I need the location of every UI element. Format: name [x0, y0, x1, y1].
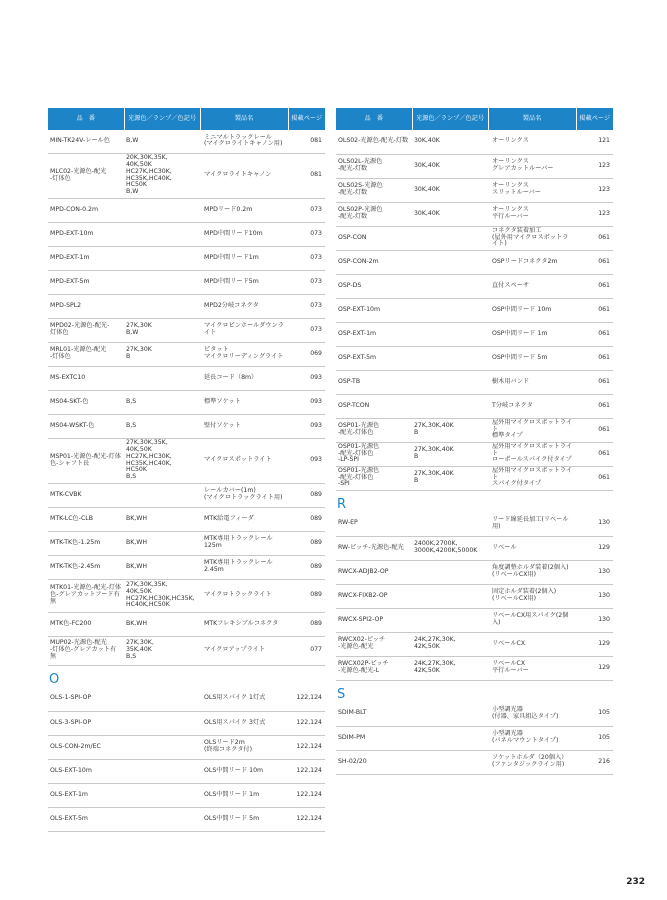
header-color-lamp: 光源色／ランプ／色記号	[124, 108, 200, 130]
part-number: MIN-TK24V-レール色	[48, 130, 124, 153]
part-number: MLC02-光源色-配光 -灯体色	[48, 153, 124, 198]
page-ref: 073	[288, 198, 325, 222]
page-ref: 130	[576, 560, 613, 584]
product-name: MTK専用トラックレール 125m	[200, 531, 288, 555]
page-ref: 073	[288, 246, 325, 270]
page-ref: 061	[576, 250, 613, 274]
color-lamp: B,S	[124, 414, 200, 438]
part-number: RWCX02P-ピッチ -光源色-配光-L	[336, 656, 412, 680]
part-number: RW-EP	[336, 512, 412, 536]
color-lamp: 27K,30K,35K, 40K,50K HC27K,HC30K, HC35K,HC40K, HC50K B,S	[124, 438, 200, 483]
part-number: SDIM-BLT	[336, 702, 412, 726]
header-part-number: 品 番	[336, 108, 412, 130]
part-number: OLS02S-光源色 -配光-灯数	[336, 178, 412, 202]
part-number: OLS02L-光源色 -配光-灯数	[336, 154, 412, 178]
table-row	[48, 483, 325, 507]
color-lamp	[412, 226, 488, 250]
color-lamp	[412, 250, 488, 274]
part-number: SH-02/20	[336, 750, 412, 774]
color-lamp	[412, 298, 488, 322]
color-lamp: B,S	[124, 390, 200, 414]
page-ref: 073	[288, 222, 325, 246]
page-ref: 130	[576, 584, 613, 608]
part-number: OSP-DS	[336, 274, 412, 298]
page-ref: 216	[576, 750, 613, 774]
color-lamp	[124, 711, 200, 735]
part-number: OLS-EXT-1m	[48, 783, 124, 807]
color-lamp: 30K,40K	[412, 178, 488, 202]
product-name: OLS中間リード 10m	[200, 759, 288, 783]
product-name: レールカバー(1m) (マイクロトラックライト用)	[200, 483, 288, 507]
color-lamp: BK,WH	[124, 531, 200, 555]
part-number: OSP-CON	[336, 226, 412, 250]
page-ref: 061	[576, 466, 613, 490]
part-number: MS04-WSKT-色	[48, 414, 124, 438]
color-lamp: BK,WH	[124, 555, 200, 579]
table-row	[48, 687, 325, 711]
product-name: MPD中間リード5m	[200, 270, 288, 294]
product-name: 角度調整ホルダ装着(2個入) (リベールCX用)	[488, 560, 576, 584]
color-lamp	[124, 483, 200, 507]
color-lamp	[124, 735, 200, 759]
part-number: MTK色-FC200	[48, 612, 124, 636]
page-ref: 081	[288, 130, 325, 153]
section-letter: R	[337, 496, 347, 512]
color-lamp	[124, 270, 200, 294]
part-number: MTK-CVBK	[48, 483, 124, 507]
color-lamp	[124, 783, 200, 807]
part-number: MPD-CON-0.2m	[48, 198, 124, 222]
page-ref: 130	[576, 608, 613, 632]
product-name: リベール	[488, 536, 576, 560]
product-name: OSPリードコネクタ2m	[488, 250, 576, 274]
product-name: MPD2分岐コネクタ	[200, 294, 288, 318]
product-name: ソケットホルダ（20個入） (ファンタジックライン用)	[488, 750, 576, 774]
part-number: MRL01-光源色-配光 -灯体色	[48, 342, 124, 366]
product-name: マイクロトラックライト	[200, 579, 288, 612]
color-lamp	[124, 807, 200, 831]
product-name: マイクロアップライト	[200, 636, 288, 665]
table-row	[48, 130, 325, 153]
product-name: ピタット マイクロリーディングライト	[200, 342, 288, 366]
product-name: マイクロスポットライト	[200, 438, 288, 483]
table-row	[48, 342, 325, 366]
part-number: MPD-EXT-1m	[48, 246, 124, 270]
product-name: MPDリード0.2m	[200, 198, 288, 222]
table-row	[336, 322, 613, 346]
color-lamp	[124, 198, 200, 222]
part-number: RWCX-ADJB2-OP	[336, 560, 412, 584]
product-name: 樹木用バンド	[488, 370, 576, 394]
part-number: RW-ピッチ-光源色-配光	[336, 536, 412, 560]
part-number: MTK-TK色-2.45m	[48, 555, 124, 579]
color-lamp	[124, 294, 200, 318]
product-name: リベールCX用スパイク(2個入)	[488, 608, 576, 632]
product-name: リード線延長加工(リベール用)	[488, 512, 576, 536]
table-row	[336, 632, 613, 656]
page-ref: 129	[576, 656, 613, 680]
part-number: OLS02P-光源色 -配光-灯数	[336, 202, 412, 226]
page-ref: 061	[576, 298, 613, 322]
product-name: 壁付ソケット	[200, 414, 288, 438]
header-part-number: 品 番	[48, 108, 124, 130]
color-lamp	[124, 246, 200, 270]
table-row	[48, 390, 325, 414]
product-name: 延長コード（8m）	[200, 366, 288, 390]
product-name: OLS用スパイク 1灯式	[200, 687, 288, 711]
page-ref: 122,124	[288, 807, 325, 831]
part-number: OSP-CON-2m	[336, 250, 412, 274]
part-number: MS04-SKT-色	[48, 390, 124, 414]
product-name: 標準ソケット	[200, 390, 288, 414]
page-ref: 093	[288, 414, 325, 438]
part-number: OSP01-光源色 -配光-灯体色 -SPI	[336, 466, 412, 490]
part-number: OLS-CON-2m/EC	[48, 735, 124, 759]
part-number: OSP-EXT-10m	[336, 298, 412, 322]
table-row	[48, 222, 325, 246]
table-row	[336, 702, 613, 726]
page-ref: 093	[288, 366, 325, 390]
page-ref: 121	[576, 130, 613, 154]
header-page: 掲載ページ	[288, 108, 325, 130]
part-number: OSP-TB	[336, 370, 412, 394]
page-ref: 089	[288, 531, 325, 555]
product-name: OLS中間リード 5m	[200, 807, 288, 831]
part-number: OSP01-光源色 -配光-灯体色 -LP-SPI	[336, 442, 412, 466]
page-ref: 093	[288, 390, 325, 414]
table-row	[336, 418, 613, 442]
product-name: OLS中間リード 1m	[200, 783, 288, 807]
table-row	[336, 370, 613, 394]
product-name: OLS用スパイク 3灯式	[200, 711, 288, 735]
part-number: MPD02-光源色-配光- 灯体色	[48, 318, 124, 342]
page-ref: 089	[288, 579, 325, 612]
part-number: OLS-3-SPI-OP	[48, 711, 124, 735]
table-row	[336, 466, 613, 490]
color-lamp	[412, 346, 488, 370]
color-lamp	[412, 370, 488, 394]
color-lamp: 27K,30K,40K B	[412, 442, 488, 466]
page-ref: 073	[288, 270, 325, 294]
product-name: T分岐コネクタ	[488, 394, 576, 418]
page-ref: 105	[576, 702, 613, 726]
page-ref: 122,124	[288, 735, 325, 759]
product-name: リベールCX	[488, 632, 576, 656]
header-page: 掲載ページ	[576, 108, 613, 130]
product-name: 固定ホルダ装着(2個入) (リベールCX用)	[488, 584, 576, 608]
table-row	[48, 735, 325, 759]
part-number: MSP01-光源色-配光-灯体 色-シャフト長	[48, 438, 124, 483]
product-name: 小型調光器 (パネルマウントタイプ)	[488, 726, 576, 750]
table-row	[48, 612, 325, 636]
table-row	[48, 198, 325, 222]
part-number: OLS-EXT-5m	[48, 807, 124, 831]
page-ref: 061	[576, 274, 613, 298]
product-name: MTK給電フィーダ	[200, 507, 288, 531]
page-ref: 122,124	[288, 783, 325, 807]
table-row	[336, 608, 613, 632]
color-lamp	[412, 394, 488, 418]
section-letter: S	[337, 686, 346, 702]
page-ref: 073	[288, 318, 325, 342]
part-number: OSP-EXT-5m	[336, 346, 412, 370]
part-number: MPD-EXT-10m	[48, 222, 124, 246]
page-ref: 129	[576, 632, 613, 656]
color-lamp: 30K,40K	[412, 202, 488, 226]
color-lamp	[412, 726, 488, 750]
page-number: 232	[626, 877, 645, 887]
page-ref: 061	[576, 346, 613, 370]
section-letter: O	[49, 671, 60, 687]
table-row	[336, 178, 613, 202]
page-ref: 089	[288, 507, 325, 531]
color-lamp: 20K,30K,35K, 40K,50K HC27K,HC30K, HC35K,HC40K, HC50K B,W	[124, 153, 200, 198]
section-letter-row	[336, 490, 613, 512]
part-number: MPD-EXT-5m	[48, 270, 124, 294]
header-product-name: 製品名	[200, 108, 288, 130]
color-lamp: 30K,40K	[412, 154, 488, 178]
part-number: MTK-LC色-CLB	[48, 507, 124, 531]
part-number: MPD-SPL2	[48, 294, 124, 318]
color-lamp	[412, 702, 488, 726]
page-ref: 122,124	[288, 759, 325, 783]
table-row	[336, 560, 613, 584]
color-lamp: 27K,30K,35K, 40K,50K HC27K,HC30K,HC35K, HC40K,HC50K	[124, 579, 200, 612]
color-lamp	[412, 584, 488, 608]
table-row	[336, 656, 613, 680]
product-name: 屋外用マイクロスポットライト ローポールスパイク付タイプ	[488, 442, 576, 466]
page-ref: 061	[576, 370, 613, 394]
part-number: OSP01-光源色 -配光-灯体色	[336, 418, 412, 442]
page-ref: 069	[288, 342, 325, 366]
color-lamp: 24K,27K,30K, 42K,50K	[412, 656, 488, 680]
index-rows-left	[48, 130, 325, 831]
table-row	[48, 414, 325, 438]
product-name: 小型調光器 (付器、家具組込タイプ)	[488, 702, 576, 726]
part-number: SDIM-PM	[336, 726, 412, 750]
table-row	[336, 154, 613, 178]
table-row	[48, 636, 325, 665]
part-number: OSP-TCON	[336, 394, 412, 418]
page-ref: 122,124	[288, 711, 325, 735]
color-lamp: BK,WH	[124, 612, 200, 636]
product-name: MPD中間リード10m	[200, 222, 288, 246]
color-lamp	[124, 687, 200, 711]
page-ref: 123	[576, 154, 613, 178]
table-row	[48, 579, 325, 612]
color-lamp	[412, 274, 488, 298]
part-number: OSP-EXT-1m	[336, 322, 412, 346]
table-row	[336, 298, 613, 322]
page-ref: 123	[576, 178, 613, 202]
color-lamp	[124, 222, 200, 246]
part-number: OLS02-光源色-配光-灯数	[336, 130, 412, 154]
table-row	[336, 202, 613, 226]
product-name: オーリンクス 平行ルーバー	[488, 202, 576, 226]
index-table-right	[336, 108, 613, 775]
part-number: MTK-TK色-1.25m	[48, 531, 124, 555]
page-ref: 123	[576, 202, 613, 226]
color-lamp	[412, 608, 488, 632]
table-row	[336, 750, 613, 774]
color-lamp: 30K,40K	[412, 130, 488, 154]
part-number: MTK01-光源色-配光-灯体 色-グレアカットフード有無	[48, 579, 124, 612]
part-number: RWCX02-ピッチ -光源色-配光	[336, 632, 412, 656]
product-name: OSP中間リード 5m	[488, 346, 576, 370]
color-lamp	[412, 750, 488, 774]
index-rows-right	[336, 130, 613, 774]
table-row	[336, 726, 613, 750]
page-ref: 061	[576, 226, 613, 250]
product-name: OLSリード2m (終端コネクタ付)	[200, 735, 288, 759]
page-ref: 089	[288, 483, 325, 507]
table-row	[336, 442, 613, 466]
page-ref: 130	[576, 512, 613, 536]
part-number: OLS-EXT-10m	[48, 759, 124, 783]
table-row	[48, 531, 325, 555]
table-row	[48, 711, 325, 735]
color-lamp: BK,WH	[124, 507, 200, 531]
color-lamp: B,W	[124, 130, 200, 153]
product-name: 屋外用マイクロスポットライト 標準タイプ	[488, 418, 576, 442]
color-lamp	[124, 759, 200, 783]
table-row	[336, 512, 613, 536]
table-row	[336, 394, 613, 418]
color-lamp: 27K,30K B	[124, 342, 200, 366]
product-name: OSP中間リード 10m	[488, 298, 576, 322]
product-name: オーリンクス スリットルーバー	[488, 178, 576, 202]
page-ref: 122,124	[288, 687, 325, 711]
product-name: オーリンクス	[488, 130, 576, 154]
table-row	[336, 250, 613, 274]
color-lamp	[412, 512, 488, 536]
color-lamp: 27K,30K,40K B	[412, 418, 488, 442]
page-ref: 061	[576, 322, 613, 346]
part-number: OLS-1-SPI-OP	[48, 687, 124, 711]
product-name: マイクロライトキャノン	[200, 153, 288, 198]
part-number: MUP02-光源色-配光 -灯体色-グレアカット有無	[48, 636, 124, 665]
product-name: 直付スペーサ	[488, 274, 576, 298]
table-row	[48, 246, 325, 270]
page-ref: 061	[576, 394, 613, 418]
product-name: MTKフレキシブルコネクタ	[200, 612, 288, 636]
table-row	[48, 759, 325, 783]
product-name: リベールCX 平行ルーバー	[488, 656, 576, 680]
table-row	[48, 366, 325, 390]
page-ref: 093	[288, 438, 325, 483]
product-name: MPD中間リード1m	[200, 246, 288, 270]
table-row	[48, 555, 325, 579]
product-name: ミニマルトラックレール (マイクロライトキャノン用)	[200, 130, 288, 153]
table-row	[48, 807, 325, 831]
product-name: MTK専用トラックレール 2.45m	[200, 555, 288, 579]
page-ref: 081	[288, 153, 325, 198]
index-table-left	[48, 108, 325, 832]
color-lamp	[412, 560, 488, 584]
part-number: RWCX-SPI2-OP	[336, 608, 412, 632]
color-lamp: 27K,30K B,W	[124, 318, 200, 342]
page-ref: 073	[288, 294, 325, 318]
color-lamp: 24K,27K,30K, 42K,50K	[412, 632, 488, 656]
section-letter-row	[336, 680, 613, 702]
page-ref: 077	[288, 636, 325, 665]
product-name: OSP中間リード 1m	[488, 322, 576, 346]
product-name: コネクタ装着加工 (屋外用マイクロスポットライト)	[488, 226, 576, 250]
table-row	[48, 318, 325, 342]
color-lamp	[124, 366, 200, 390]
table-row	[336, 536, 613, 560]
product-name: マイクロピンホールダウンライト	[200, 318, 288, 342]
table-row	[48, 153, 325, 198]
table-row	[336, 346, 613, 370]
color-lamp: 27K,30K, 35K,40K B,S	[124, 636, 200, 665]
page-ref: 061	[576, 442, 613, 466]
table-row	[48, 507, 325, 531]
table-row	[48, 783, 325, 807]
table-row	[336, 130, 613, 154]
header-color-lamp: 光源色／ランプ／色記号	[412, 108, 488, 130]
page-ref: 061	[576, 418, 613, 442]
section-letter-row	[48, 665, 325, 687]
color-lamp: 2400K,2700K, 3000K,4200K,5000K	[412, 536, 488, 560]
page-ref: 089	[288, 555, 325, 579]
table-row	[336, 274, 613, 298]
table-row	[336, 584, 613, 608]
page-ref: 089	[288, 612, 325, 636]
page-ref: 105	[576, 726, 613, 750]
table-row	[336, 226, 613, 250]
page-ref: 129	[576, 536, 613, 560]
color-lamp: 27K,30K,40K B	[412, 466, 488, 490]
part-number: MS-EXTC10	[48, 366, 124, 390]
product-name: 屋外用マイクロスポットライト スパイク付タイプ	[488, 466, 576, 490]
color-lamp	[412, 322, 488, 346]
header-product-name: 製品名	[488, 108, 576, 130]
table-row	[48, 294, 325, 318]
product-name: オーリンクス グレアカットルーバー	[488, 154, 576, 178]
table-row	[48, 438, 325, 483]
part-number: RWCX-FIXB2-OP	[336, 584, 412, 608]
table-row	[48, 270, 325, 294]
